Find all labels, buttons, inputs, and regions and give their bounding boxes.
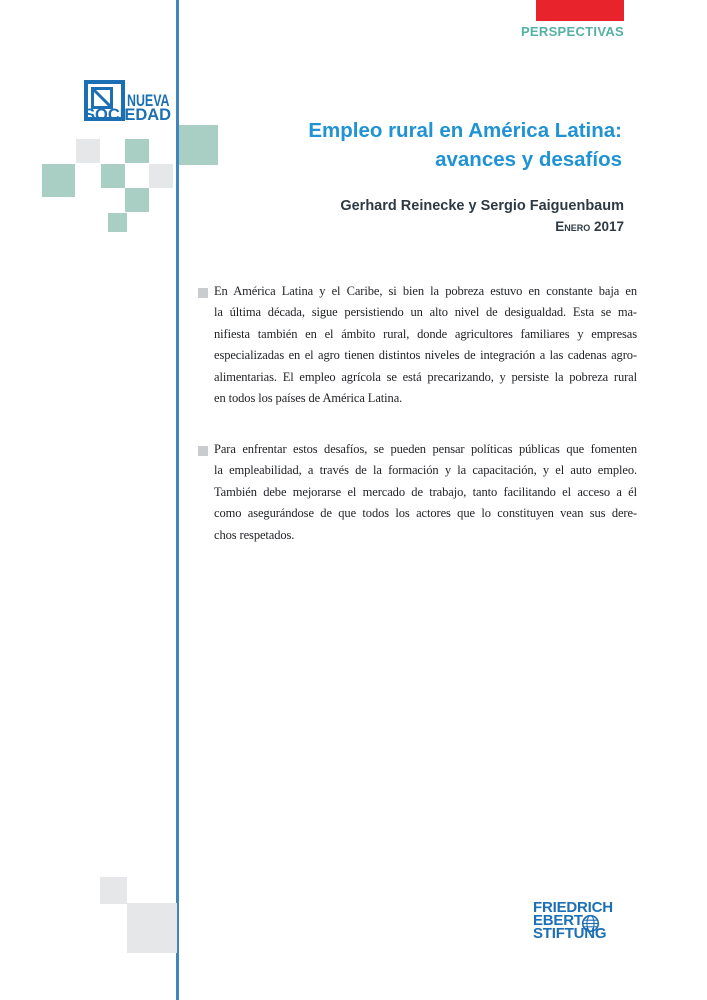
paragraph-line: nifiesta también en el ámbito rural, donde agricultores familiares y empresas: [214, 326, 637, 341]
bullet-square-icon: [198, 446, 208, 456]
decor-square: [108, 213, 127, 232]
paragraph-line: como asegurándose de que todos los actores que lo constituyen vean sus dere-: [214, 506, 637, 521]
page-title-line1: Empleo rural en América Latina:: [308, 119, 622, 142]
publisher-name-line1: NUEVA: [127, 91, 170, 110]
decor-square: [149, 164, 173, 188]
publication-date: Enero 2017: [555, 219, 624, 234]
nueva-sociedad-logo: [84, 80, 176, 126]
decor-square: [42, 164, 75, 197]
paragraph-line: la última década, sigue persistiendo un alto nivel de desigualdad. Esta se ma-: [214, 305, 637, 320]
paragraph-line: chos respetados.: [214, 527, 295, 542]
masthead-label: PERSPECTIVAS: [520, 24, 624, 39]
authors: Gerhard Reinecke y Sergio Faiguenbaum: [340, 198, 624, 214]
paragraph-line: Para enfrentar estos desafíos, se pueden pensar políticas públicas que fomenten: [214, 442, 637, 456]
decor-square: [125, 139, 149, 163]
fes-logo-line2: EBERT: [533, 912, 583, 929]
decor-square: [101, 164, 125, 188]
paragraph-line: en todos los países de América Latina.: [214, 391, 403, 406]
decor-square: [179, 125, 218, 165]
decor-square: [125, 188, 149, 212]
paragraph-line: alimentarias. El empleo agrícola se está precarizando, y persiste la pobreza rural: [214, 369, 637, 384]
paragraph-line: También debe mejorarse el mercado de trabajo, tanto facilitando el acceso a él: [214, 484, 637, 499]
abstract-paragraph-1: [214, 281, 637, 410]
masthead-red-bar: [536, 0, 624, 21]
decor-square: [127, 903, 177, 953]
page-title: [308, 116, 622, 174]
paragraph-line: En América Latina y el Caribe, si bien la pobreza estuvo en constante baja en: [214, 284, 637, 298]
page-title-line2: avances y desafíos: [435, 148, 622, 171]
fes-logo-line3: STIFTUNG: [533, 925, 607, 942]
decor-square: [76, 139, 100, 163]
publisher-name-line2: SOCIEDAD: [84, 105, 172, 124]
fes-logo-line1: FRIEDRICH: [533, 899, 613, 916]
paragraph-line: la empleabilidad, a través de la formación y la capacitación, y el auto empleo.: [214, 463, 637, 478]
abstract-paragraph-2: [214, 439, 637, 546]
decor-square: [100, 877, 127, 904]
bullet-square-icon: [198, 288, 208, 298]
paragraph-line: especializadas en el agro tienen distintos niveles de integración a las cadenas agro-: [214, 348, 637, 363]
